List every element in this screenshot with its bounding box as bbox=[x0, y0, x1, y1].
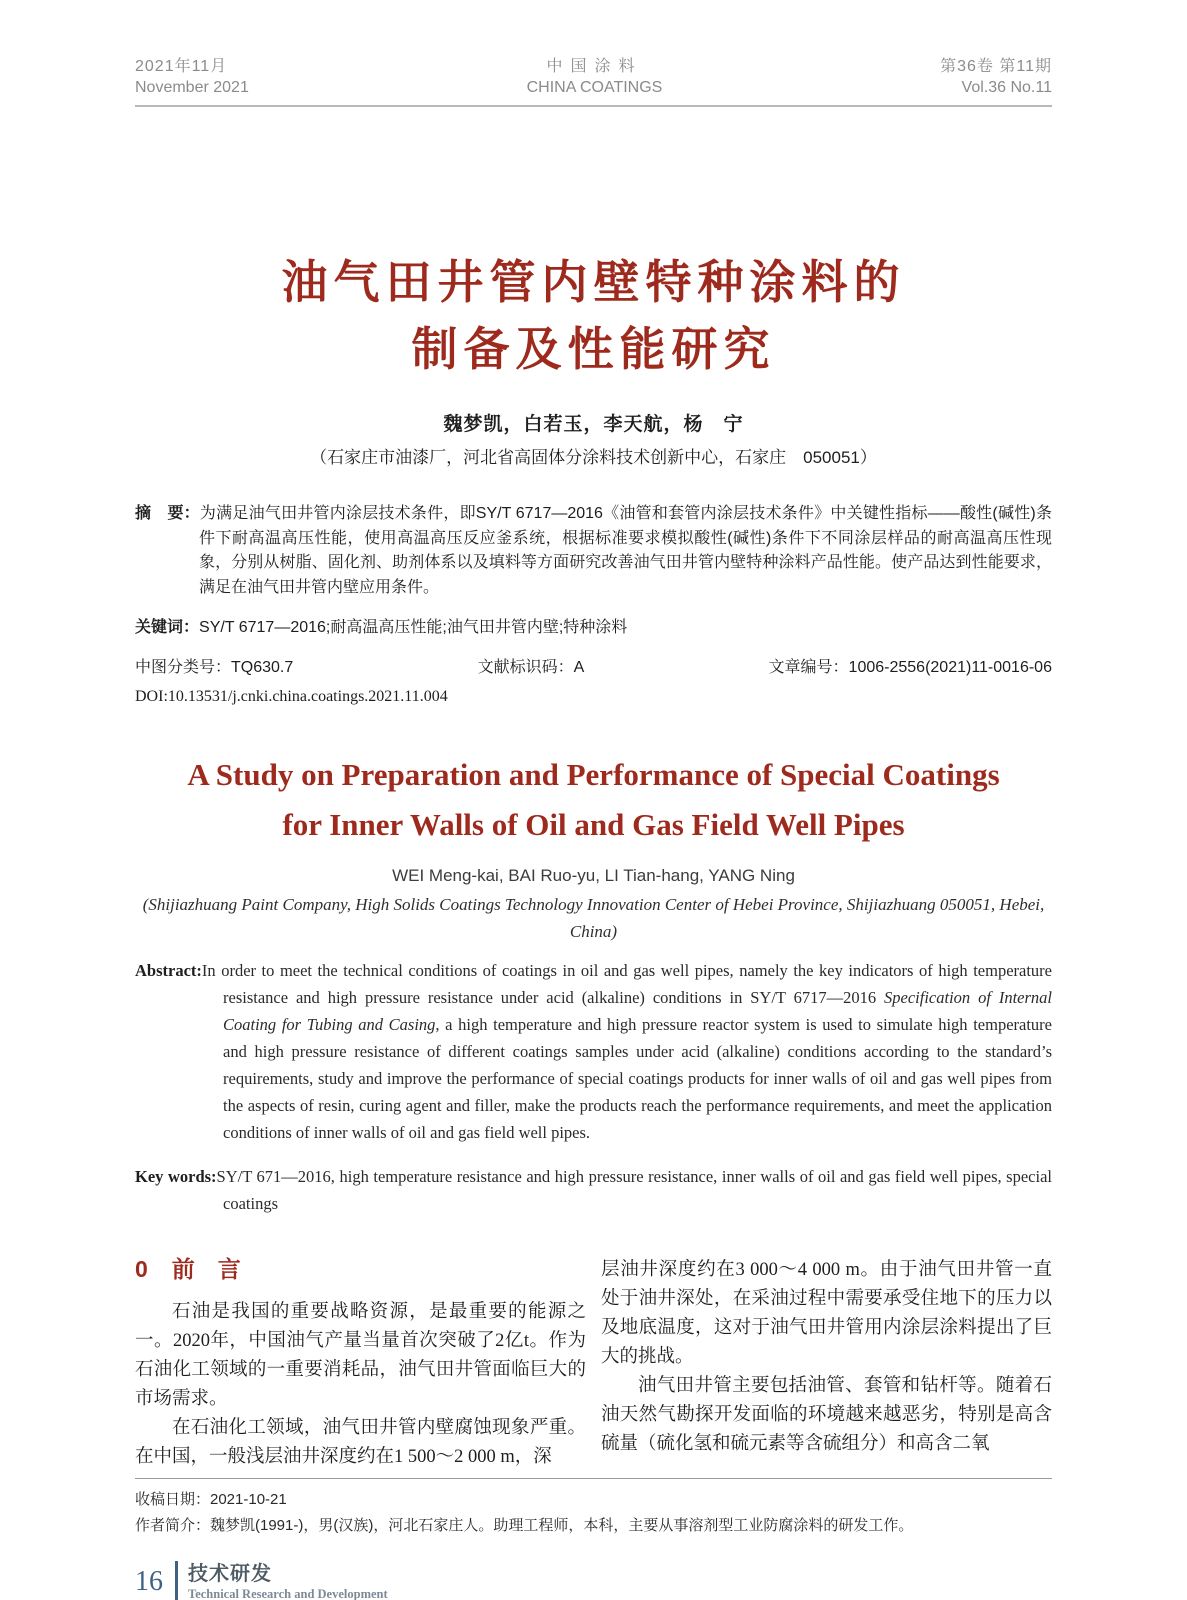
body-paragraph: 在石油化工领域，油气田井管内壁腐蚀现象严重。在中国，一般浅层油井深度约在1 500～2 000 m，深 bbox=[135, 1417, 586, 1467]
header-journal-name bbox=[527, 56, 663, 98]
body-columns bbox=[135, 1251, 1052, 1472]
body-paragraph: 石油是我国的重要战略资源，是最重要的能源之一。2020年，中国油气产量当量首次突破了2亿t。作为石油化工领域的一重要消耗品，油气田井管面临巨大的市场需求。 bbox=[135, 1301, 586, 1409]
article-title-zh bbox=[135, 249, 1052, 383]
article-title-en-line2: for Inner Walls of Oil and Gas Field Well Pipes bbox=[282, 807, 905, 842]
section-title: 前 言 bbox=[171, 1255, 241, 1282]
body-paragraph: 层油井深度约在3 000～4 000 m。由于油气田井管一直处于油井深处，在采油过程中需要承受住地下的压力以及地底温度，这对于油气田井管用内涂层涂料提出了巨大的挑战。 bbox=[601, 1259, 1052, 1367]
article-meta-row bbox=[135, 656, 1052, 680]
footer-divider-bar bbox=[175, 1561, 178, 1600]
authors-en: WEI Meng-kai, BAI Ruo-yu, LI Tian-hang, YANG Ning bbox=[392, 866, 795, 885]
journal-name-zh: 中国涂料 bbox=[546, 58, 643, 75]
received-date: 收稿日期：2021-10-21 bbox=[135, 1490, 287, 1508]
abstract-zh-text: 为满足油气田井管内涂层技术条件，即SY/T 6717—2016《油管和套管内涂层技术条件》中关键性指标——酸性(碱性)条件下耐高温高压性能，使用高温高压反应釜系统，根据标准要求模拟酸性(碱性)条件下不同涂层样品的耐高温高压性现象，分别从树脂、固化剂、助剂体系以及填料等方面研究改善油气田井管内壁特种涂料产品性能。使产品达到性能要求，满足在油气田井管内壁应用条件。 bbox=[199, 505, 1052, 596]
left-column-paragraphs bbox=[135, 1298, 586, 1472]
footnote bbox=[135, 1478, 1052, 1539]
header-date bbox=[135, 56, 249, 98]
abstract-en-label: Abstract: bbox=[135, 961, 202, 980]
abstract-en-text: In order to meet the technical conditions of coatings in oil and gas well pipes, namely the key indicators of high temperature resistance and high pressure resistance under acid (alkaline) conditions in SY/T 6717—2016 Specification of Internal Coating for Tubing and Casing, a high temperature and high pressure reactor system is used to simulate high temperature and high pressure resistance of different coatings samples under acid (alkaline) conditions according to the standard’s requirements, study and improve the performance of special coatings products for inner walls of oil and gas well pipes from the aspects of resin, curing agent and filler, make the products reach the performance requirements, and meet the application conditions of inner walls of oil and gas field well pipes. bbox=[201, 961, 1052, 1142]
article-title-zh-line2: 制备及性能研究 bbox=[411, 323, 776, 375]
author-bio: 作者简介：魏梦凯(1991-)，男(汉族)，河北石家庄人。助理工程师，本科，主要从事溶剂型工业防腐涂料的研发工作。 bbox=[135, 1516, 914, 1534]
document-code: 文献标识码：A bbox=[477, 659, 585, 676]
authors-zh: 魏梦凯，白若玉，李天航，杨 宁 bbox=[443, 414, 744, 435]
affiliation-en: (Shijiazhuang Paint Company, High Solids Coatings Technology Innovation Center of Hebei Province, Shijiazhuang 050051, Hebei, China) bbox=[142, 895, 1045, 941]
header-date-en: November 2021 bbox=[135, 79, 249, 96]
article-title-en-line1: A Study on Preparation and Performance of Special Coatings bbox=[187, 757, 1000, 792]
keywords-en-label: Key words: bbox=[135, 1166, 217, 1186]
keywords-zh-label: 关键词： bbox=[135, 619, 200, 636]
page-footer bbox=[135, 1561, 1052, 1600]
right-column-paragraphs bbox=[601, 1256, 1052, 1459]
journal-header bbox=[135, 56, 1052, 107]
right-column bbox=[601, 1256, 1052, 1472]
keywords-en bbox=[135, 1163, 1052, 1217]
footer-section bbox=[188, 1562, 388, 1600]
section-number: 0 bbox=[135, 1255, 148, 1282]
left-column bbox=[135, 1251, 586, 1472]
body-paragraph: 油气田井管主要包括油管、套管和钻杆等。随着石油天然气勘探开发面临的环境越来越恶劣，特别是高含硫量（硫化氢和硫元素等含硫组分）和高含二氧 bbox=[601, 1375, 1052, 1454]
page-number: 16 bbox=[135, 1565, 163, 1597]
volume-issue-en: Vol.36 No.11 bbox=[961, 79, 1052, 96]
affiliation-zh: （石家庄市油漆厂，河北省高固体分涂料技术创新中心，石家庄 050051） bbox=[310, 448, 877, 467]
section-heading-0 bbox=[135, 1251, 586, 1284]
volume-issue-zh: 第36卷 第11期 bbox=[940, 58, 1052, 75]
keywords-zh-text: SY/T 6717—2016;耐高温高压性能;油气田井管内壁;特种涂料 bbox=[199, 619, 628, 636]
page-content bbox=[135, 0, 1052, 1600]
doi: DOI:10.13531/j.cnki.china.coatings.2021.11.004 bbox=[135, 688, 448, 705]
journal-name-en: CHINA COATINGS bbox=[526, 79, 663, 96]
article-title-en bbox=[135, 750, 1052, 850]
keywords-zh bbox=[135, 616, 1052, 640]
article-title-zh-line1: 油气田井管内壁特种涂料的 bbox=[281, 256, 906, 308]
keywords-en-text: SY/T 671—2016, high temperature resistance and high pressure resistance, inner walls of oil and gas field well pipes, special coatings bbox=[216, 1166, 1052, 1213]
header-date-zh: 2021年11月 bbox=[135, 58, 228, 75]
abstract-en bbox=[135, 957, 1052, 1146]
article-id: 文章编号：1006-2556(2021)11-0016-06 bbox=[768, 659, 1052, 676]
footer-section-en: Technical Research and Development bbox=[188, 1586, 388, 1600]
footer-section-zh: 技术研发 bbox=[188, 1562, 272, 1585]
header-volume-issue bbox=[940, 56, 1052, 98]
abstract-zh bbox=[135, 502, 1052, 600]
clc-number: 中图分类号：TQ630.7 bbox=[135, 659, 294, 676]
abstract-zh-label: 摘 要： bbox=[135, 505, 200, 522]
